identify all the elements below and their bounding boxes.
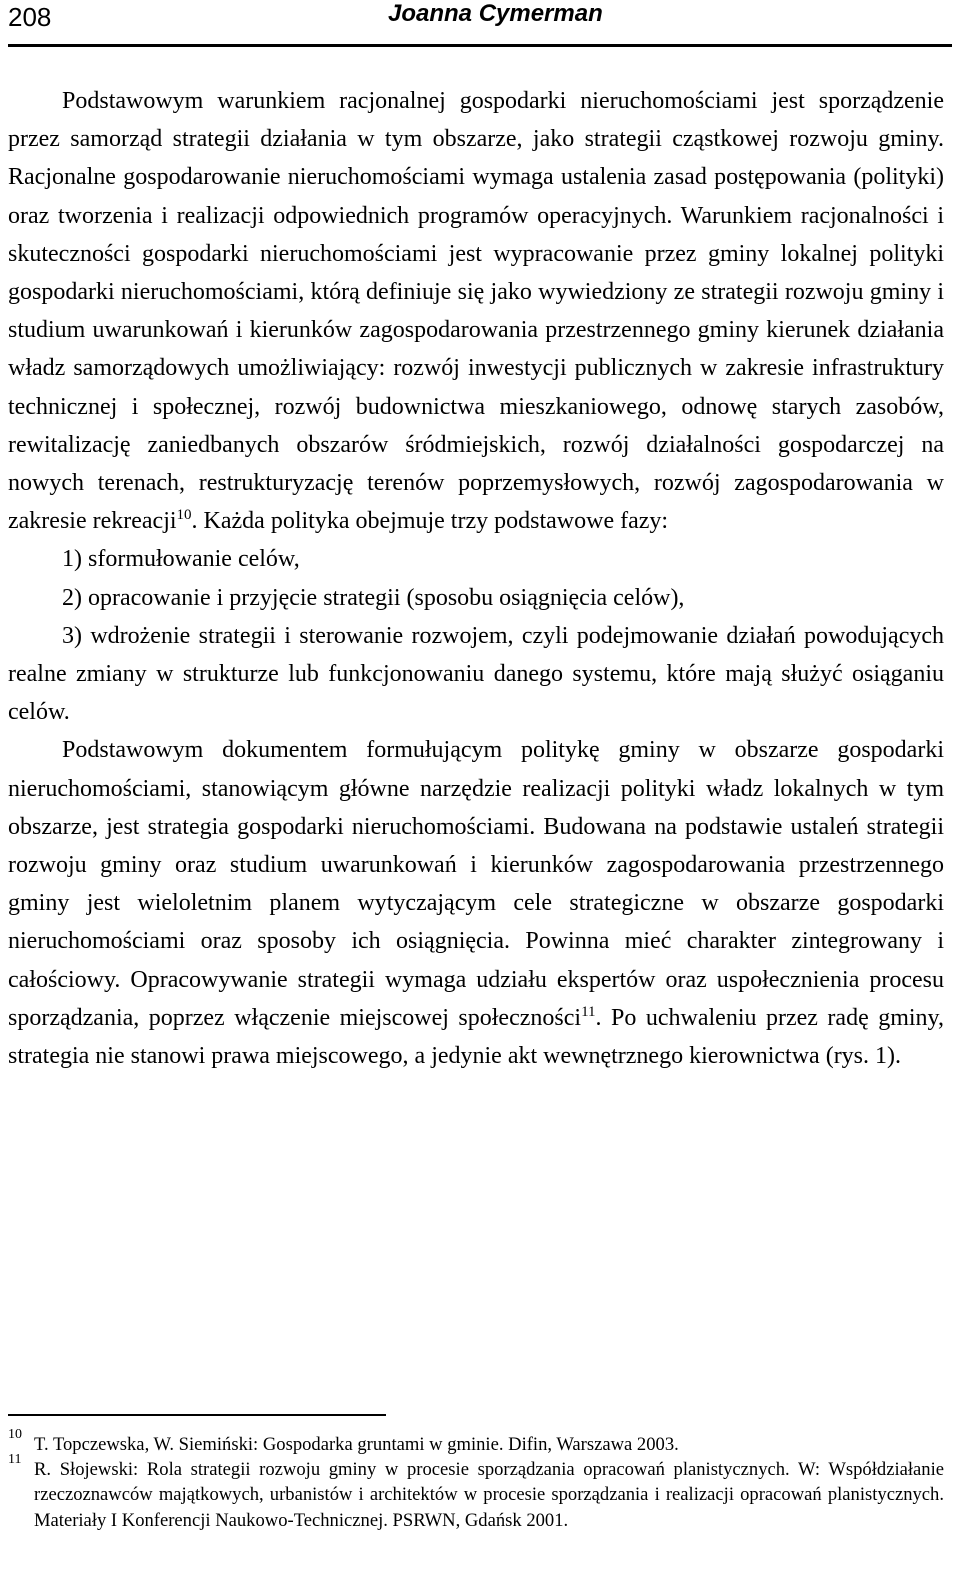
- paragraph-1-tail: . Każda polityka obejmuje trzy podstawowe fazy:: [191, 508, 669, 535]
- paragraph-1-text: Podstawowym warunkiem racjonalnej gospodarki nieruchomościami jest sporządzenie przez samorząd strategii działania w tym obszarze, jako strategii cząstkowej rozwoju gminy. Racjonalne gospodarowanie nieruchomościami wymaga ustalenia zasad postępowania (polityki) oraz tworzenia i realizacji odpowiednich programów operacyjnych. Warunkiem racjonalności i skuteczności gospodarki nieruchomościami jest wypracowanie przez gminy lokalnej polityki gospodarki nieruchomościami, którą definiuje się jako wywiedziony ze strategii rozwoju gminy i studium uwarunkowań i kierunków zagospodarowania przestrzennego gminy kierunek działania władz samorządowych umożliwiający: rozwój inwestycji publicznych w zakresie infrastruktury technicznej i społecznej, rozwój budownictwa mieszkaniowego, odnowę starych zasobów, rewitalizację zaniedbanych obszarów śródmiejskich, rozwój działalności gospodarczej na nowych terenach, restrukturyzację terenów poprzemysłowych, rozwój zagospodarowania w zakresie rekreacji: [8, 88, 944, 535]
- footnote-ref-10: 10: [176, 507, 192, 524]
- footnote-mark: 11: [8, 1452, 22, 1468]
- page-number: 208: [8, 2, 52, 32]
- footnote-text: R. Słojewski: Rola strategii rozwoju gminy w procesie sporządzania opracowań planistycznych. W: Współdziałanie rzeczoznawców majątkowych, urbanistów i architektów w procesie sporządzania i realizacji opracowań planistycznych. Materiały I Konferencji Naukowo-Technicznej. PSRWN, Gdańsk 2001.: [34, 1459, 944, 1531]
- footnote-mark: 10: [8, 1427, 22, 1442]
- footnotes: [8, 1427, 944, 1533]
- paragraph-1: [8, 82, 944, 540]
- running-header: [8, 0, 952, 47]
- body-text: [8, 82, 944, 1075]
- list-item-3: 3) wdrożenie strategii i sterowanie rozwojem, czyli podejmowanie działań powodujących realne zmiany w strukturze lub funkcjonowaniu danego systemu, które mają służyć osiąganiu celów.: [8, 622, 944, 726]
- running-title: Joanna Cymerman: [388, 0, 603, 27]
- footnote-ref-11: 11: [581, 1003, 596, 1020]
- paragraph-2-tail: . Po uchwaleniu przez radę gminy, strategia nie stanowi prawa miejscowego, a jedynie akt wewnętrznego kierownictwa (rys. 1).: [8, 1004, 944, 1070]
- paragraph-2-text: Podstawowym dokumentem formułującym politykę gminy w obszarze gospodarki nieruchomościami, stanowiącym główne narzędzie realizacji polityki władz lokalnych w tym obszarze, jest strategia gospodarki nieruchomościami. Budowana na podstawie ustaleń strategii rozwoju gminy oraz studium uwarunkowań i kierunków zagospodarowania przestrzennego gminy jest wieloletnim planem wytyczającym cele strategiczne w obszarze gospodarki nieruchomościami oraz sposoby ich osiągnięcia. Powinna mieć charakter zintegrowany i całościowy. Opracowywanie strategii wymaga udziału ekspertów oraz uspołecznienia procesu sporządzania, poprzez włączenie miejscowej społeczności: [8, 737, 944, 1031]
- list-item-2: 2) opracowanie i przyjęcie strategii (sposobu osiągnięcia celów),: [62, 584, 685, 611]
- list-item-1: 1) sformułowanie celów,: [62, 546, 300, 573]
- paragraph-2: [8, 731, 944, 1075]
- footnote-text: T. Topczewska, W. Siemiński: Gospodarka gruntami w gminie. Difin, Warszawa 2003.: [34, 1434, 679, 1455]
- footnote-separator: [8, 1414, 386, 1416]
- footnote-11: [8, 1452, 944, 1533]
- footnote-10: [8, 1427, 944, 1457]
